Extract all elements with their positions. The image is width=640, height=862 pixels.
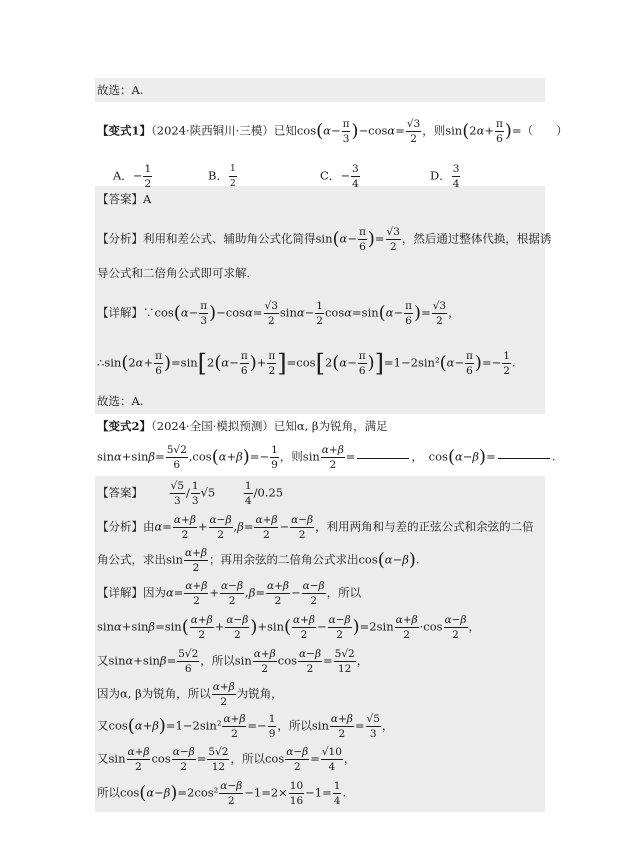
variant1-detail-1: 【详解】∵cos(α− $\frac{\pi}{3}$ )−cosα= $\frac{√3}{2}$ sinα− $\frac{1}{2}$ cosα=sin(α− $\frac{\pi}{6}$ )= $\frac{√3}{2}$ ，: [97, 300, 460, 327]
variant1-detail-2: ∴sin(2α+ $\frac{\pi}{6}$ )=sin[2(α− $\frac{\pi}{6}$ )+ $\frac{\pi}{2}$ ]=cos[2(α− $\frac{\pi}{6}$ )]=1−2sin²(α− $\frac{\pi}{6}$ )=− $\frac{1}{2}$ .: [97, 349, 516, 378]
option-c[interactable]: C．− $\frac{3}{4}$: [320, 163, 359, 190]
variant2-tag: 【变式2】: [97, 419, 152, 433]
variant2-detail-1: 【详解】因为α= $\frac{\alpha+\beta}{2}$ + $\frac{\alpha-\beta}{2}$ ,β= $\frac{\alpha+\beta}{2}$ − $\frac{\alpha-\beta}{2}$ ，所以: [97, 580, 362, 607]
variant1-analysis-cont: 导公式和二倍角公式即可求解.: [97, 266, 251, 280]
variant1-tag: 【变式1】: [97, 123, 152, 138]
variant2-detail-5: 又cos(α+β)=1−2sin² $\frac{\alpha+\beta}{2}$ =− $\frac{1}{9}$ ，所以sin $\frac{\alpha+\beta}{2}$ = $\frac{√5}{3}$ ，: [97, 713, 394, 740]
variant2-answer: 【答案】 $\frac{√5}{3}$ / $\frac{1}{3}$ √5 $\frac{1}{4}$ /0.25: [97, 480, 284, 507]
variant2-analysis: 【分析】由α= $\frac{\alpha+\beta}{2}$ + $\frac{\alpha-\beta}{2}$ ,β= $\frac{\alpha+\beta}{2}$ − $\frac{\alpha-\beta}{2}$ ，利用两角和与差的正弦公式和余弦的二倍: [97, 514, 534, 541]
variant2-detail-6: 又sin $\frac{\alpha+\beta}{2}$ cos $\frac{\alpha-\beta}{2}$ = $\frac{5√2}{12}$ ，所以cos $\frac{\alpha-\beta}{2}$ = $\frac{√10}{4}$ ，: [97, 746, 356, 773]
option-a[interactable]: A．− $\frac{1}{2}$: [113, 163, 152, 190]
variant2-analysis-cont: 角公式，求出sin $\frac{\alpha+\beta}{2}$ ；再用余弦的二倍角公式求出cos(α−β).: [97, 547, 420, 574]
variant2-detail-2: sinα+sinβ=sin( $\frac{\alpha+\beta}{2}$ + $\frac{\alpha-\beta}{2}$ )+sin( $\frac{\alpha+\beta}{2}$ − $\frac{\alpha-\beta}{2}$ )=2sin $\frac{\alpha+\beta}{2}$ ·cos $\frac{\alpha-\beta}{2}$ ，: [97, 614, 480, 641]
option-b[interactable]: B． $\frac{1}{2}$: [208, 164, 236, 189]
variant1-analysis: 【分析】利用和差公式、辅助角公式化简得sin(α− $\frac{\pi}{6}$ )= $\frac{√3}{2}$ ，然后通过整体代换，根据诱: [97, 226, 552, 253]
variant2-detail-7: 所以cos(α−β)=2cos² $\frac{\alpha-\beta}{2}$ −1=2× $\frac{10}{16}$ −1= $\frac{1}{4}$ .: [97, 780, 347, 807]
blank-2[interactable]: [498, 457, 550, 459]
prev-conclusion: 故选：A.: [97, 83, 144, 97]
variant2-detail-4: 因为α, β为锐角，所以 $\frac{\alpha+\beta}{2}$ 为锐角，: [97, 681, 283, 708]
variant1-question: 【变式1】（2024·陕西铜川·三模）已知cos(α− $\frac{\pi}{3}$ )−cosα= $\frac{√3}{2}$ ，则sin(2α+ $\frac{\pi}{6}$ )=（ ）: [97, 118, 568, 145]
prev-answer-band: [95, 78, 545, 102]
blank-1[interactable]: [357, 457, 409, 459]
variant1-answer: 【答案】A: [97, 192, 152, 206]
variant2-question: 【变式2】（2024·全国·模拟预测）已知α, β为锐角，满足: [97, 419, 388, 433]
variant1-conclusion: 故选：A.: [97, 394, 144, 408]
option-d[interactable]: D． $\frac{3}{4}$: [430, 163, 460, 190]
variant2-condition: sinα+sinβ= $\frac{5√2}{6}$ ,cos(α+β)=− $\frac{1}{9}$ ，则sin $\frac{\alpha+\beta}{2}$ = ， cos(α−β)= .: [97, 444, 556, 471]
variant2-detail-3: 又sinα+sinβ= $\frac{5√2}{6}$ ，所以sin $\frac{\alpha+\beta}{2}$ cos $\frac{\alpha-\beta}{2}$ = $\frac{5√2}{12}$ ，: [97, 648, 369, 675]
variant1-source: （2024·陕西铜川·三模）: [151, 123, 274, 138]
